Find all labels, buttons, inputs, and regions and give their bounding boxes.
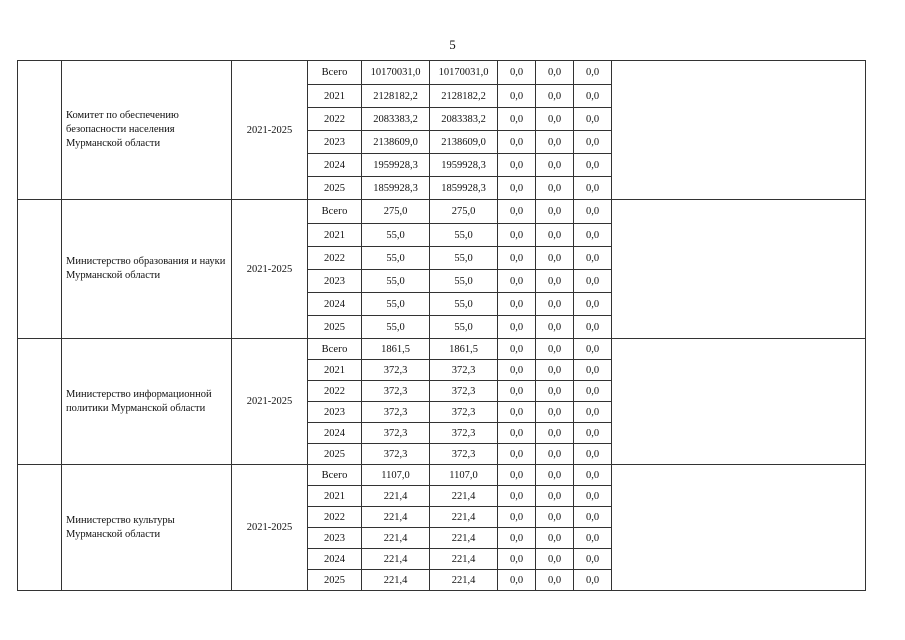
funding-cell: 0,0 — [498, 570, 536, 591]
year-cell: 2024 — [308, 293, 362, 316]
regional-budget-cell: 2138609,0 — [430, 131, 498, 154]
row-number-cell — [18, 339, 62, 465]
funding-cell: 0,0 — [498, 224, 536, 247]
page-number: 5 — [449, 37, 456, 52]
year-cell: 2024 — [308, 154, 362, 177]
regional-budget-cell: 372,3 — [430, 444, 498, 465]
year-cell: 2021 — [308, 85, 362, 108]
total-cell: 55,0 — [362, 270, 430, 293]
funding-cell: 0,0 — [536, 247, 574, 270]
funding-cell: 0,0 — [574, 381, 612, 402]
period-cell: 2021-2025 — [232, 61, 308, 200]
budget-table — [17, 60, 866, 591]
funding-cell: 0,0 — [574, 339, 612, 360]
funding-cell: 0,0 — [536, 423, 574, 444]
year-cell: Всего — [308, 200, 362, 224]
total-cell: 372,3 — [362, 360, 430, 381]
total-cell: 55,0 — [362, 247, 430, 270]
organization-cell: Министерство информационной политики Мурманской области — [62, 339, 232, 465]
regional-budget-cell: 221,4 — [430, 570, 498, 591]
funding-cell: 0,0 — [574, 360, 612, 381]
funding-cell: 0,0 — [536, 507, 574, 528]
funding-cell: 0,0 — [574, 444, 612, 465]
funding-cell: 0,0 — [536, 177, 574, 200]
year-cell: 2022 — [308, 247, 362, 270]
funding-cell: 0,0 — [536, 549, 574, 570]
funding-cell: 0,0 — [498, 316, 536, 339]
total-cell: 275,0 — [362, 200, 430, 224]
total-cell: 1861,5 — [362, 339, 430, 360]
funding-cell: 0,0 — [498, 247, 536, 270]
funding-cell: 0,0 — [536, 316, 574, 339]
funding-cell: 0,0 — [536, 486, 574, 507]
table-row — [18, 200, 866, 224]
year-cell: 2025 — [308, 570, 362, 591]
regional-budget-cell: 55,0 — [430, 247, 498, 270]
period-cell: 2021-2025 — [232, 200, 308, 339]
regional-budget-cell: 372,3 — [430, 360, 498, 381]
funding-cell: 0,0 — [498, 402, 536, 423]
regional-budget-cell: 275,0 — [430, 200, 498, 224]
funding-cell: 0,0 — [498, 423, 536, 444]
funding-cell: 0,0 — [536, 381, 574, 402]
funding-cell: 0,0 — [574, 247, 612, 270]
funding-cell: 0,0 — [498, 108, 536, 131]
regional-budget-cell: 55,0 — [430, 224, 498, 247]
total-cell: 372,3 — [362, 423, 430, 444]
total-cell: 372,3 — [362, 444, 430, 465]
funding-cell: 0,0 — [498, 293, 536, 316]
funding-cell: 0,0 — [574, 85, 612, 108]
funding-cell: 0,0 — [498, 131, 536, 154]
total-cell: 1107,0 — [362, 465, 430, 486]
funding-cell: 0,0 — [498, 339, 536, 360]
total-cell: 221,4 — [362, 507, 430, 528]
table-row — [18, 465, 866, 486]
funding-cell: 0,0 — [536, 200, 574, 224]
regional-budget-cell: 10170031,0 — [430, 61, 498, 85]
funding-cell: 0,0 — [498, 549, 536, 570]
table-body — [18, 61, 866, 591]
regional-budget-cell: 221,4 — [430, 486, 498, 507]
funding-cell: 0,0 — [574, 549, 612, 570]
table-row — [18, 61, 866, 85]
funding-cell: 0,0 — [574, 224, 612, 247]
total-cell: 55,0 — [362, 224, 430, 247]
funding-cell: 0,0 — [574, 486, 612, 507]
regional-budget-cell: 372,3 — [430, 402, 498, 423]
total-cell: 2138609,0 — [362, 131, 430, 154]
funding-cell: 0,0 — [574, 108, 612, 131]
funding-cell: 0,0 — [574, 507, 612, 528]
total-cell: 1959928,3 — [362, 154, 430, 177]
year-cell: 2021 — [308, 360, 362, 381]
funding-cell: 0,0 — [574, 154, 612, 177]
regional-budget-cell: 55,0 — [430, 316, 498, 339]
year-cell: 2021 — [308, 486, 362, 507]
year-cell: Всего — [308, 465, 362, 486]
funding-cell: 0,0 — [498, 154, 536, 177]
funding-cell: 0,0 — [536, 131, 574, 154]
year-cell: Всего — [308, 339, 362, 360]
regional-budget-cell: 372,3 — [430, 381, 498, 402]
regional-budget-cell: 2083383,2 — [430, 108, 498, 131]
notes-cell — [612, 465, 866, 591]
total-cell: 372,3 — [362, 402, 430, 423]
year-cell: Всего — [308, 61, 362, 85]
total-cell: 1859928,3 — [362, 177, 430, 200]
period-cell: 2021-2025 — [232, 465, 308, 591]
funding-cell: 0,0 — [498, 177, 536, 200]
funding-cell: 0,0 — [536, 465, 574, 486]
regional-budget-cell: 221,4 — [430, 549, 498, 570]
year-cell: 2025 — [308, 177, 362, 200]
funding-cell: 0,0 — [536, 270, 574, 293]
funding-cell: 0,0 — [498, 61, 536, 85]
row-number-cell — [18, 61, 62, 200]
funding-cell: 0,0 — [574, 465, 612, 486]
regional-budget-cell: 1859928,3 — [430, 177, 498, 200]
regional-budget-cell: 1107,0 — [430, 465, 498, 486]
funding-cell: 0,0 — [574, 177, 612, 200]
funding-cell: 0,0 — [574, 402, 612, 423]
funding-cell: 0,0 — [536, 61, 574, 85]
year-cell: 2023 — [308, 131, 362, 154]
funding-cell: 0,0 — [536, 444, 574, 465]
funding-cell: 0,0 — [498, 200, 536, 224]
regional-budget-cell: 1861,5 — [430, 339, 498, 360]
organization-cell: Министерство образования и науки Мурманской области — [62, 200, 232, 339]
funding-cell: 0,0 — [574, 61, 612, 85]
funding-cell: 0,0 — [574, 200, 612, 224]
funding-cell: 0,0 — [536, 339, 574, 360]
regional-budget-cell: 1959928,3 — [430, 154, 498, 177]
funding-cell: 0,0 — [498, 486, 536, 507]
total-cell: 221,4 — [362, 549, 430, 570]
funding-cell: 0,0 — [574, 316, 612, 339]
year-cell: 2022 — [308, 507, 362, 528]
year-cell: 2023 — [308, 402, 362, 423]
regional-budget-cell: 372,3 — [430, 423, 498, 444]
regional-budget-cell: 55,0 — [430, 293, 498, 316]
notes-cell — [612, 339, 866, 465]
funding-cell: 0,0 — [498, 507, 536, 528]
funding-cell: 0,0 — [536, 293, 574, 316]
funding-cell: 0,0 — [574, 293, 612, 316]
organization-cell: Комитет по обеспечению безопасности населения Мурманской области — [62, 61, 232, 200]
year-cell: 2023 — [308, 270, 362, 293]
funding-cell: 0,0 — [498, 381, 536, 402]
year-cell: 2021 — [308, 224, 362, 247]
funding-cell: 0,0 — [536, 108, 574, 131]
funding-cell: 0,0 — [498, 270, 536, 293]
funding-cell: 0,0 — [498, 360, 536, 381]
funding-cell: 0,0 — [536, 224, 574, 247]
funding-cell: 0,0 — [574, 528, 612, 549]
funding-cell: 0,0 — [498, 85, 536, 108]
row-number-cell — [18, 465, 62, 591]
funding-cell: 0,0 — [574, 570, 612, 591]
funding-cell: 0,0 — [498, 528, 536, 549]
period-cell: 2021-2025 — [232, 339, 308, 465]
funding-cell: 0,0 — [536, 402, 574, 423]
funding-cell: 0,0 — [536, 154, 574, 177]
funding-cell: 0,0 — [536, 85, 574, 108]
total-cell: 55,0 — [362, 293, 430, 316]
funding-cell: 0,0 — [498, 444, 536, 465]
regional-budget-cell: 221,4 — [430, 507, 498, 528]
funding-cell: 0,0 — [536, 528, 574, 549]
year-cell: 2022 — [308, 108, 362, 131]
regional-budget-cell: 55,0 — [430, 270, 498, 293]
total-cell: 55,0 — [362, 316, 430, 339]
total-cell: 221,4 — [362, 570, 430, 591]
total-cell: 221,4 — [362, 486, 430, 507]
funding-cell: 0,0 — [536, 360, 574, 381]
year-cell: 2022 — [308, 381, 362, 402]
funding-cell: 0,0 — [574, 423, 612, 444]
year-cell: 2024 — [308, 549, 362, 570]
year-cell: 2023 — [308, 528, 362, 549]
total-cell: 2128182,2 — [362, 85, 430, 108]
funding-cell: 0,0 — [574, 131, 612, 154]
total-cell: 221,4 — [362, 528, 430, 549]
notes-cell — [612, 200, 866, 339]
notes-cell — [612, 61, 866, 200]
regional-budget-cell: 2128182,2 — [430, 85, 498, 108]
total-cell: 2083383,2 — [362, 108, 430, 131]
funding-cell: 0,0 — [536, 570, 574, 591]
funding-cell: 0,0 — [498, 465, 536, 486]
year-cell: 2025 — [308, 444, 362, 465]
year-cell: 2024 — [308, 423, 362, 444]
row-number-cell — [18, 200, 62, 339]
organization-cell: Министерство культуры Мурманской области — [62, 465, 232, 591]
total-cell: 372,3 — [362, 381, 430, 402]
year-cell: 2025 — [308, 316, 362, 339]
table-row — [18, 339, 866, 360]
regional-budget-cell: 221,4 — [430, 528, 498, 549]
funding-cell: 0,0 — [574, 270, 612, 293]
total-cell: 10170031,0 — [362, 61, 430, 85]
